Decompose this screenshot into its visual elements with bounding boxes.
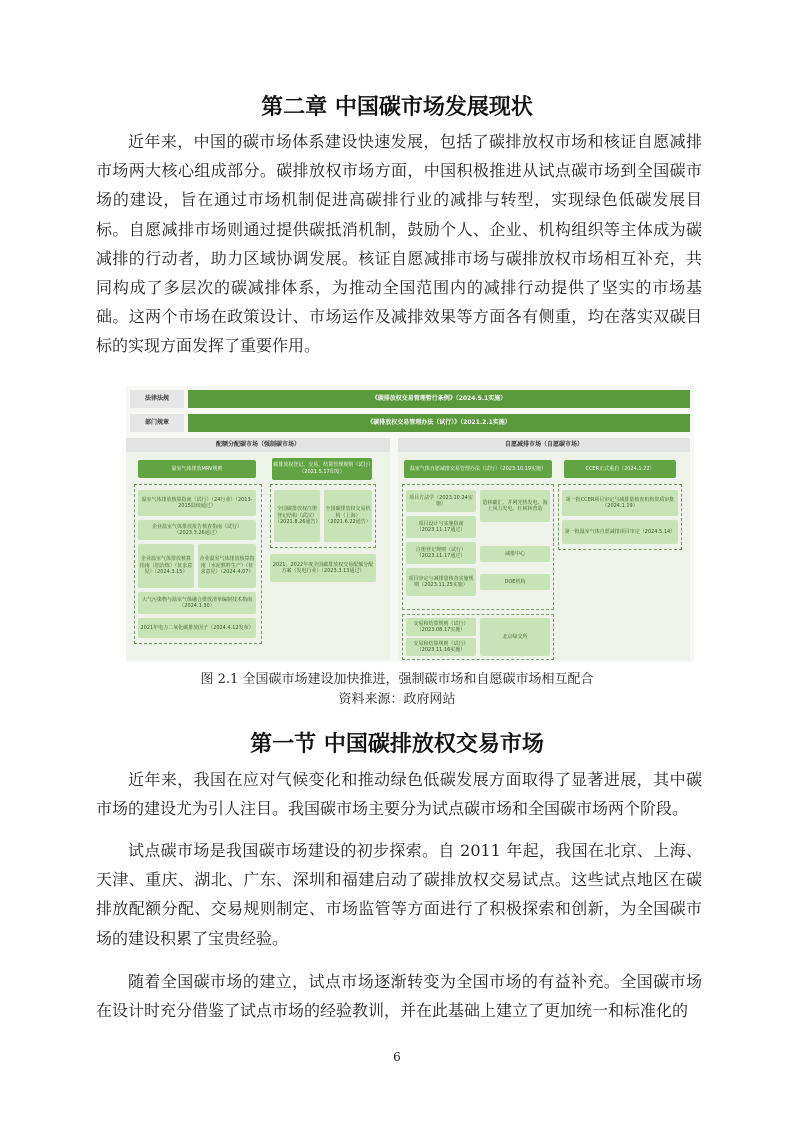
guide-item: 企业温室气体排放核算指南（水泥熟料生产）（征求意见）（2024.4.07） [198, 544, 256, 588]
voluntary-item: 项目方法学（2023.10.24实施） [406, 490, 476, 512]
compliance-market-title: 配额分配碳市场（强制碳市场） [126, 438, 390, 452]
voluntary-rules-box: 温室气体自愿减排交易管理办法（试行）（2023.10.19实施） [404, 460, 552, 478]
voluntary-item: 交易和结算规则（试行）（2023.08.17实施） [406, 618, 476, 636]
voluntary-market-title: 自愿减排市场（自愿碳市场） [398, 438, 690, 452]
carbon-market-diagram [126, 386, 694, 662]
ccer-restart-box: CCER正式重启（2024.1.22） [564, 460, 676, 478]
figure-source: 资料来源：政府网站 [338, 692, 456, 707]
section-title: 第一节 中国碳排放权交易市场 [250, 732, 544, 757]
voluntary-market-panel [398, 438, 690, 660]
guide-item: 温室气体排放核算指南（试行）（24行业）（2013-2015陆续通过） [138, 490, 256, 516]
intro-paragraph: 近年来，中国的碳市场体系建设快速发展，包括了碳排放权市场和核证自愿减排市场两大核心组成部分。碳排放权市场方面，中国积极推进从试点碳市场到全国碳市场的建设，旨在通过市场机制促进高碳排行业的减排与转型，实现绿色低碳发展目标。自愿减排市场则通过提供碳抵消机制，鼓励个人、企业、机构组织等主体成为碳减排的行动者，助力区域协调发展。核证自愿减排市场与碳排放权市场相互补充，共同构成了多层次的碳减排体系，为推动全国范围内的减排行动提供了坚实的市场基础。这两个市场在政策设计、市场运作及减排效果等方面各有侧重，均在落实双碳目标的实现方面发挥了重要作用。 [96, 132, 702, 356]
voluntary-item: 北京绿交所 [480, 618, 550, 656]
figure-caption: 图 2.1 全国碳市场建设加快推进，强制碳市场和自愿碳市场相互配合 [200, 672, 594, 687]
chapter-title: 第二章 中国碳市场发展现状 [261, 95, 533, 120]
voluntary-item: 项目设计与实施指南（2023.11.17通过） [406, 516, 476, 538]
voluntary-item: 注册登记规则（试行）（2023.11.17通过） [406, 542, 476, 564]
guide-item: 大气污染物与温室气体融合排放清单编制技术指南（2024.1.30） [138, 592, 256, 614]
voluntary-item: 减排中心 [480, 546, 550, 562]
row-label-rule: 部门规章 [130, 414, 184, 432]
guide-item: 企业温室气体排放报告核查指南（试行）（2023.3.26通过） [138, 520, 256, 540]
registry-rules-box: 碳排放权登记、交易、结算管理规则（试行）（2021.5.17印发） [272, 458, 372, 480]
row-label-law: 法律法规 [130, 390, 184, 408]
voluntary-item: 项目审定与减排量核查实施规则（2023.11.25实施） [406, 568, 476, 596]
institution-item: 全国碳排放权注册登记结构（武汉）（2021.8.26通告） [274, 490, 320, 542]
mrv-rules-box: 温室气体排放MRV规则 [138, 460, 256, 478]
compliance-market-panel [126, 438, 390, 660]
allocation-plan-box: 2021、2022年度全国碳排放权交易配额分配方案（发电行业）（2023.3.13通过） [270, 554, 376, 582]
section-paragraph: 随着全国碳市场的建立，试点市场逐渐转变为全国市场的有益补充。全国碳市场在设计时充分借鉴了试点市场的经验教训，并在此基础上建立了更加统一和标准化的 [96, 972, 702, 1021]
voluntary-item: 造林碳汇、并网光热发电、海上风力发电、红树林营造 [480, 490, 550, 522]
guide-item: 2021年电力二氧化碳排放因子（2024.4.12发布） [138, 618, 256, 638]
row-bar-law: 《碳排放权交易管理暂行条例》（2024.5.1实施） [188, 390, 690, 408]
voluntary-item: 交易和结算规则（试行）（2023.11.16实施） [406, 638, 476, 656]
row-bar-rule: 《碳排放权交易管理办法（试行）》（2021.2.1实施） [188, 414, 690, 432]
section-paragraph: 试点碳市场是我国碳市场建设的初步探索。自 2011 年起，我国在北京、上海、天津、重庆、湖北、广东、深圳和福建启动了碳排放权交易试点。这些试点地区在碳排放配额分配、交易规则制定、市场监管等方面进行了积极探索和创新，为全国碳市场的建设积累了宝贵经验。 [96, 841, 702, 948]
section-paragraph: 近年来，我国在应对气候变化和推动绿色低碳发展方面取得了显著进展，其中碳市场的建设尤为引人注目。我国碳市场主要分为试点碳市场和全国碳市场两个阶段。 [96, 770, 702, 819]
guide-item: 企业温室气体排放核算指南（铝冶炼）（征求意见）（2024.3.15） [138, 544, 194, 588]
page-number: 6 [393, 1050, 401, 1064]
voluntary-item: DOE机构 [480, 574, 550, 590]
ccer-item: 第一批CCER项目审定与减排量核查机构资质审批（2024.1.19） [562, 490, 678, 516]
ccer-item: 第一批温室气体自愿减排项目审定（2024.5.14） [562, 520, 678, 544]
institution-item: 全国碳排放权交易机构（上海）（2021.6.22通告） [324, 490, 372, 542]
